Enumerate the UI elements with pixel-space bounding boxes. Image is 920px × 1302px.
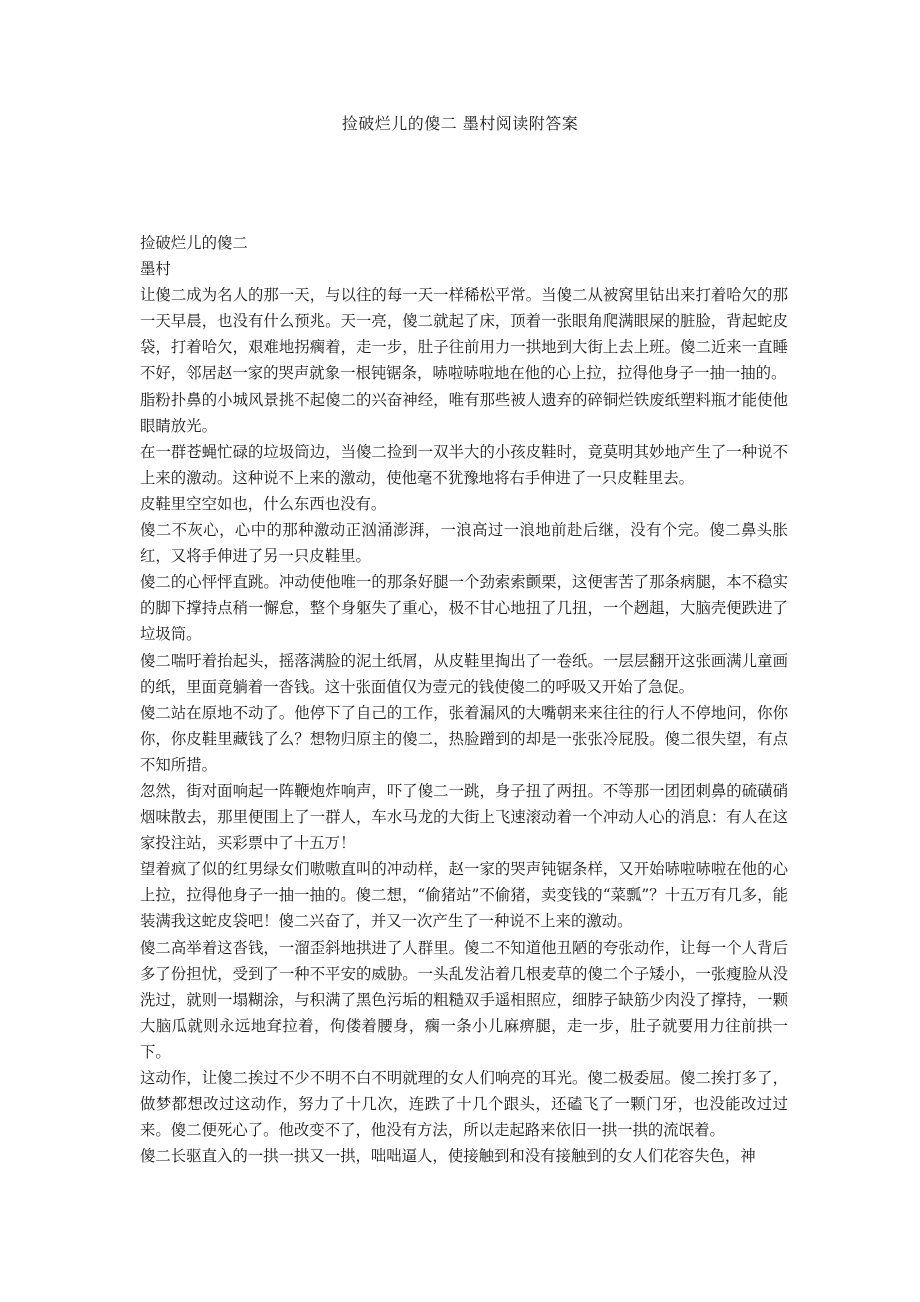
paragraph: 让傻二成为名人的那一天，与以往的每一天一样稀松平常。当傻二从被窝里钻出来打着哈欠的那一天早晨，也没有什么预兆。天一亮，傻二就起了床，顶着一张眼角爬满眼屎的脏脸，背起蛇皮袋，打着哈欠，艰难地拐瘸着，走一步，肚子往前用力一拱地到大街上去上班。傻二近来一直睡不好，邻居赵一家的哭声就象一根钝锯条，哧啦哧啦地在他的心上拉，拉得他身子一抽一抽的。	[140, 286, 788, 383]
paragraph: 傻二长驱直入的一拱一拱又一拱，咄咄逼人，使接触到和没有接触到的女人们花容失色，神	[140, 1147, 756, 1166]
paragraph: 忽然，街对面响起一阵鞭炮炸响声，吓了傻二一跳，身子扭了两扭。不等那一团团刺鼻的硫磺硝烟味散去，那里便围上了一群人，车水马龙的大街上飞速滚动着一个冲动人心的消息：有人在这家投注站，买彩票中了十五万！	[140, 781, 788, 853]
author-name: 墨村	[140, 260, 171, 279]
paragraph: 傻二站在原地不动了。他停下了自己的工作，张着漏风的大嘴朝来来往往的行人不停地问，你你你，你皮鞋里藏钱了么？想物归原主的傻二，热脸蹭到的却是一张张冷屁股。傻二很失望，有点不知所措。	[140, 703, 788, 774]
paragraph: 脂粉扑鼻的小城风景挑不起傻二的兴奋神经，唯有那些被人遗弃的碎铜烂铁废纸塑料瓶才能使他眼睛放光。	[140, 390, 788, 435]
paragraph: 皮鞋里空空如也，什么东西也没有。	[140, 494, 387, 513]
paragraph: 傻二喘吁着抬起头，摇落满脸的泥土纸屑，从皮鞋里掏出了一卷纸。一层层翻开这张画满儿童画的纸，里面竟躺着一沓钱。这十张面值仅为壹元的钱使傻二的呼吸又开始了急促。	[140, 651, 788, 696]
paragraph: 傻二不灰心，心中的那种激动正汹涌澎湃，一浪高过一浪地前赴后继，没有个完。傻二鼻头胀红，又将手伸进了另一只皮鞋里。	[140, 521, 788, 566]
paragraph: 望着疯了似的红男绿女们嗷嗷直叫的冲动样，赵一家的哭声钝锯条样，又开始哧啦哧啦在他的心上拉，拉得他身子一抽一抽的。傻二想，“偷猪站”不偷猪，卖变钱的“菜瓢”？十五万有几多，能装满我这蛇皮袋吧！傻二兴奋了，并又一次产生了一种说不上来的激动。	[140, 860, 788, 931]
paragraph: 傻二高举着这沓钱，一溜歪斜地拱进了人群里。傻二不知道他丑陋的夸张动作，让每一个人背后多了份担忧，受到了一种不平安的威胁。一头乱发沾着几根麦草的傻二个子矮小，一张瘦脸从没洗过，就则一塌糊涂，与积满了黑色污垢的粗糙双手遥相照应，细脖子缺筋少肉没了撑持，一颗大脑瓜就则永远地耷拉着，佝偻着腰身，瘸一条小儿麻痹腿，走一步，肚子就要用力往前拱一下。	[140, 938, 788, 1061]
page-title: 捡破烂儿的傻二 墨村阅读附答案	[341, 114, 579, 133]
paragraph: 这动作，让傻二挨过不少不明不白不明就理的女人们响亮的耳光。傻二极委屈。傻二挨打多了，做梦都想改过这动作，努力了十几次，连跌了十几个跟头，还磕飞了一颗门牙，也没能改过过来。傻二便死心了。他改变不了，他没有方法，所以走起路来依旧一拱一拱的流氓着。	[140, 1069, 788, 1140]
paragraph: 傻二的心怦怦直跳。冲动使他唯一的那条好腿一个劲索索颤栗，这便害苦了那条病腿，本不稳实的脚下撑持点稍一懈怠，整个身躯失了重心，极不甘心地扭了几扭，一个趔趄，大脑壳便跌进了垃圾筒。	[140, 573, 788, 644]
article-body	[140, 230, 788, 1169]
paragraph: 在一群苍蝇忙碌的垃圾筒边，当傻二捡到一双半大的小孩皮鞋时，竟莫明其妙地产生了一种说不上来的激动。这种说不上来的激动，使他毫不犹豫地将右手伸进了一只皮鞋里去。	[140, 442, 788, 487]
story-title: 捡破烂儿的傻二	[140, 234, 248, 252]
